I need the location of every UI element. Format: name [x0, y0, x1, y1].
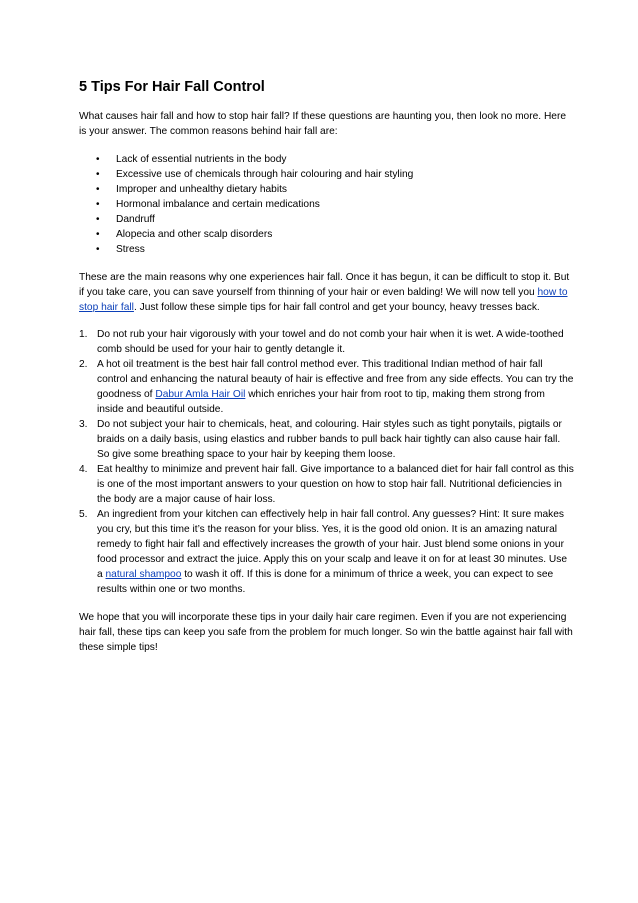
dabur-amla-hair-oil-link[interactable]: Dabur Amla Hair Oil	[155, 389, 246, 400]
bullet-icon: •	[96, 169, 100, 180]
page-title: 5 Tips For Hair Fall Control	[79, 79, 265, 95]
tip-item	[79, 507, 574, 597]
list-item	[79, 182, 574, 197]
tip-number: 1.	[79, 329, 88, 340]
tip-item	[79, 417, 574, 462]
bullet-icon: •	[96, 199, 100, 210]
tip-item	[79, 462, 574, 507]
tip-text: which enriches your hair from root to tip, making them strong from inside and beautiful outside.	[97, 389, 545, 415]
bullet-icon: •	[96, 244, 100, 255]
tips-list	[79, 327, 574, 597]
list-item	[79, 152, 574, 167]
bullet-icon: •	[96, 184, 100, 195]
bullet-icon: •	[96, 154, 100, 165]
bullet-icon: •	[96, 214, 100, 225]
paragraph-text: These are the main reasons why one experiences hair fall. Once it has begun, it can be difficult to stop it. But if you take care, you can save yourself from thinning of your hair or even balding! We will now tell you	[79, 272, 570, 298]
list-item	[79, 197, 574, 212]
tip-number: 3.	[79, 419, 88, 430]
list-item	[79, 167, 574, 182]
list-item	[79, 227, 574, 242]
causes-list	[79, 152, 574, 257]
paragraph-text: . Just follow these simple tips for hair fall control and get your bouncy, heavy tresses back.	[133, 302, 540, 313]
list-item-text: Dandruff	[116, 214, 155, 225]
tip-number: 4.	[79, 464, 88, 475]
how-to-stop-hair-fall-link[interactable]: how to stop hair fall	[79, 287, 568, 313]
bullet-icon: •	[96, 229, 100, 240]
list-item-text: Improper and unhealthy dietary habits	[116, 184, 288, 195]
list-item-text: Alopecia and other scalp disorders	[116, 229, 273, 240]
list-item-text: Lack of essential nutrients in the body	[116, 154, 287, 165]
tip-item	[79, 357, 574, 417]
tip-number: 2.	[79, 359, 88, 370]
tip-number: 5.	[79, 509, 88, 520]
tip-item	[79, 327, 574, 357]
list-item	[79, 212, 574, 227]
tip-text: A hot oil treatment is the best hair fall control method ever. This traditional Indian method of hair fall control and enhancing the natural beauty of hair is effective and free from any side effects. You can try the goodness of	[97, 359, 574, 400]
tip-text: An ingredient from your kitchen can effectively help in hair fall control. Any guesses? Hint: It sure makes you cry, but this time it’s the reason for your bliss. Yes, it is the good old onion. It is an amazing natural remedy to fight hair fall and effectively increases the growth of your hair. Just blend some onions in your food processor and extract the juice. Apply this on your scalp and leave it on for at least 30 minutes. Use a	[97, 509, 568, 580]
list-item-text: Excessive use of chemicals through hair colouring and hair styling	[116, 169, 414, 180]
tip-text: Eat healthy to minimize and prevent hair fall. Give importance to a balanced diet for hair fall control as this is one of the most important answers to your question on how to stop hair fall. Nutritional deficiencies in the body are a major cause of hair loss.	[97, 464, 574, 505]
natural-shampoo-link[interactable]: natural shampoo	[105, 569, 182, 580]
closing-paragraph: We hope that you will incorporate these tips in your daily hair care regimen. Even if you are not experiencing hair fall, these tips can keep you safe from the problem for much longer. So win the battle against hair fall with these simple tips!	[79, 612, 573, 653]
list-item-text: Hormonal imbalance and certain medications	[116, 199, 320, 210]
tip-text: to wash it off. If this is done for a minimum of thrice a week, you can expect to see results within one or two months.	[97, 569, 554, 595]
list-item	[79, 242, 574, 257]
intro-paragraph: What causes hair fall and how to stop hair fall? If these questions are haunting you, then look no more. Here is your answer. The common reasons behind hair fall are:	[79, 111, 567, 137]
tip-text: Do not subject your hair to chemicals, heat, and colouring. Hair styles such as tight ponytails, pigtails or braids on a daily basis, using elastics and rubber bands to pull back hair tightly can also cause hair fall. So give some breathing space to your hair by keeping them loose.	[97, 419, 562, 460]
reasons-paragraph	[79, 270, 574, 315]
tip-text: Do not rub your hair vigorously with your towel and do not comb your hair when it is wet. A wide-toothed comb should be used for your hair to gently detangle it.	[97, 329, 564, 355]
list-item-text: Stress	[116, 244, 145, 255]
